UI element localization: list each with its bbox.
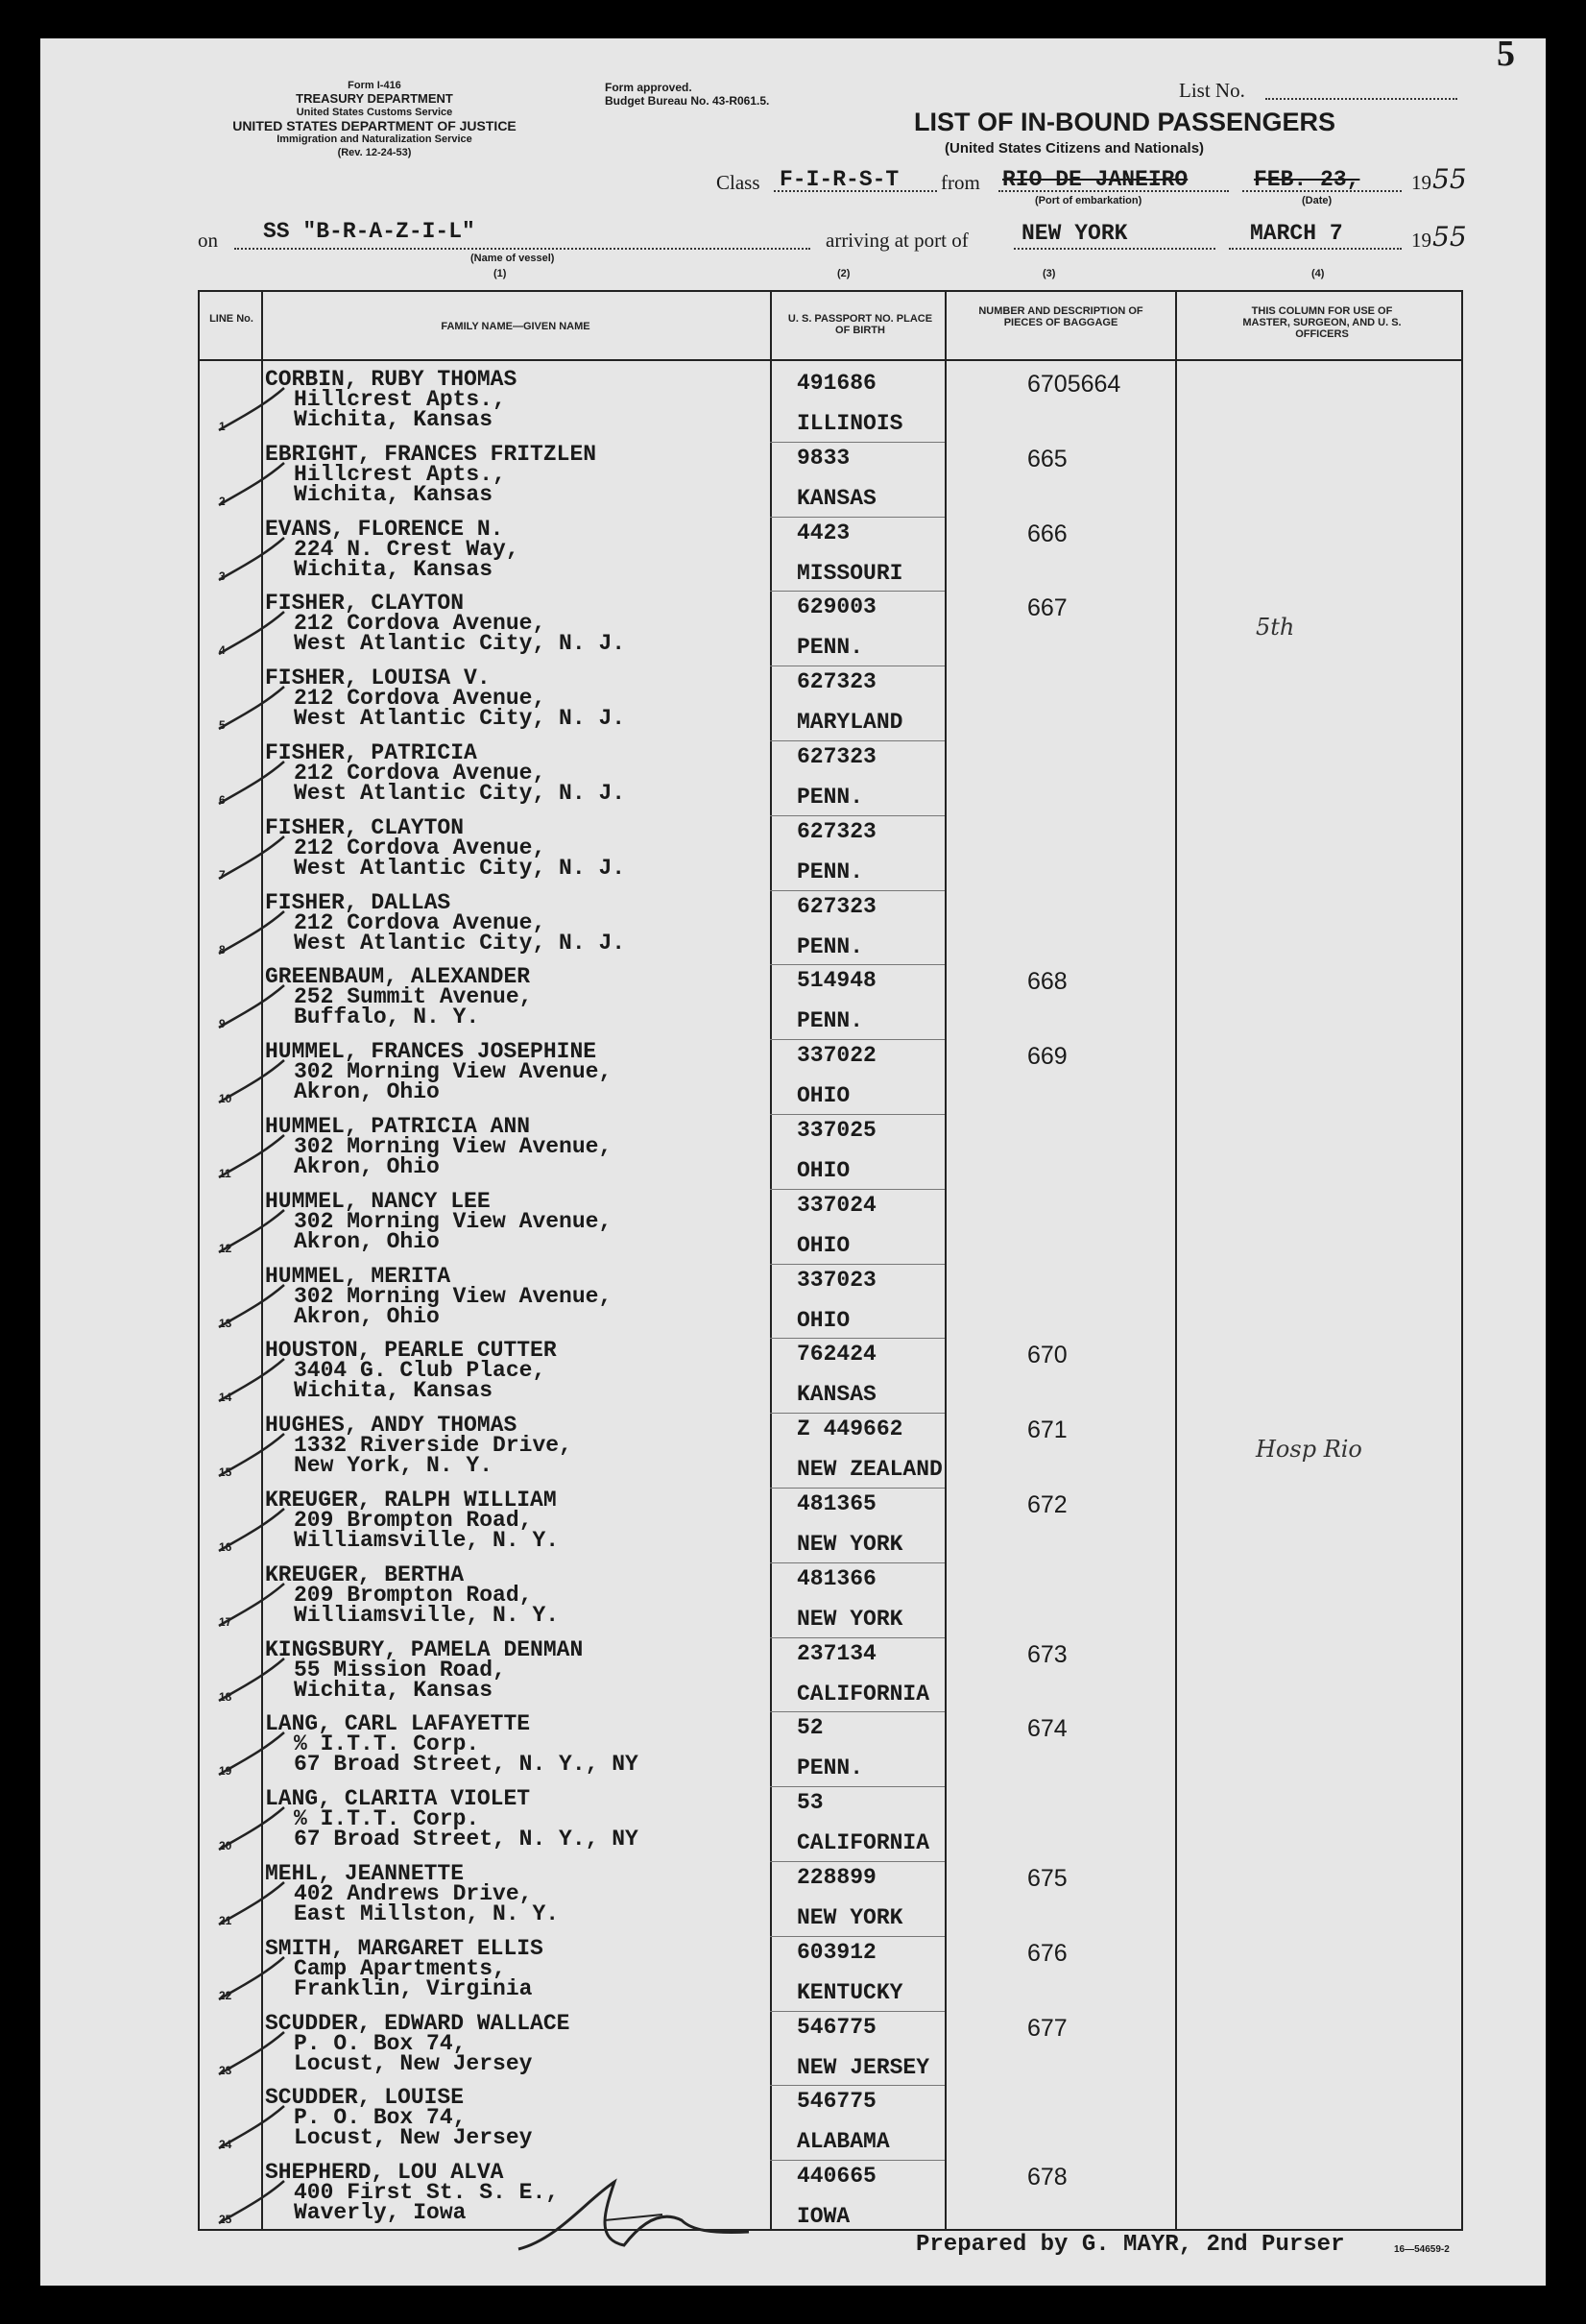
port-caption: (Port of embarkation): [1035, 195, 1142, 206]
address-line2: Williamsville, N. Y.: [294, 1602, 560, 1628]
address-line1: 212 Cordova Avenue,: [294, 835, 546, 860]
line-number: 23: [219, 2063, 232, 2077]
address-line1: 400 First St. S. E.,: [294, 2180, 560, 2206]
prepared-by: Prepared by G. MAYR, 2nd Purser: [916, 2232, 1345, 2258]
table-row: [200, 1936, 1461, 2010]
passport-number: 481366: [797, 1565, 877, 1591]
passport-number: Z 449662: [797, 1416, 903, 1442]
address-line2: 67 Broad Street, N. Y., NY: [294, 1752, 638, 1778]
class-line: [774, 190, 937, 192]
check-mark-icon: [209, 829, 296, 886]
check-mark-icon: [209, 978, 296, 1035]
form-code: 16—54659-2: [1394, 2244, 1450, 2255]
line-number: 15: [219, 1465, 232, 1480]
address-line2: West Atlantic City, N. J.: [294, 855, 626, 881]
officer-note: 5th: [1256, 614, 1295, 642]
place-of-birth: MISSOURI: [797, 560, 903, 586]
place-of-birth: PENN.: [797, 1755, 864, 1781]
passenger-name: HUMMEL, NANCY LEE: [265, 1188, 491, 1214]
baggage-number: 670: [1027, 1342, 1068, 1369]
document-subtitle: (United States Citizens and Nationals): [945, 140, 1205, 157]
table-row: [200, 1488, 1461, 1561]
row-divider: [770, 815, 945, 816]
check-mark-icon: [209, 679, 296, 737]
table-row: [200, 1637, 1461, 1711]
place-of-birth: ALABAMA: [797, 2129, 890, 2155]
address-line2: Akron, Ohio: [294, 1303, 440, 1329]
line-number: 18: [219, 1689, 232, 1704]
line-number: 24: [219, 2138, 232, 2152]
table-row: [200, 1114, 1461, 1188]
table-row: [200, 1786, 1461, 1860]
row-divider: [770, 1786, 945, 1787]
row-divider: [770, 740, 945, 741]
check-mark-icon: [209, 1800, 296, 1857]
address-line1: 302 Morning View Avenue,: [294, 1283, 613, 1309]
table-row: [200, 2085, 1461, 2159]
baggage-number: 6705664: [1027, 371, 1121, 398]
address-line1: P. O. Box 74,: [294, 2105, 467, 2131]
on-label: on: [198, 229, 218, 252]
passenger-name: GREENBAUM, ALEXANDER: [265, 964, 531, 990]
passenger-name: HUMMEL, PATRICIA ANN: [265, 1114, 531, 1139]
check-mark-icon: [209, 530, 296, 588]
place-of-birth: KANSAS: [797, 1382, 877, 1408]
header-line-no: LINE No.: [209, 313, 253, 325]
vessel-line: [234, 248, 810, 250]
officer-note: Hosp Rio: [1256, 1436, 1362, 1464]
address-line1: 209 Brompton Road,: [294, 1508, 533, 1533]
address-line2: West Atlantic City, N. J.: [294, 930, 626, 956]
table-row: [200, 1338, 1461, 1412]
line-number: 16: [219, 1540, 232, 1554]
line-number: 11: [219, 1167, 231, 1180]
year-suffix: 55: [1432, 163, 1467, 195]
table-row: [200, 1861, 1461, 1935]
baggage-number: 667: [1027, 594, 1068, 622]
passport-number: 629003: [797, 594, 877, 620]
baggage-number: 672: [1027, 1491, 1068, 1518]
passport-number: 440665: [797, 2164, 877, 2190]
row-divider: [770, 517, 945, 518]
passenger-name: LANG, CARL LAFAYETTE: [265, 1711, 531, 1737]
address-line1: 402 Andrews Drive,: [294, 1881, 533, 1906]
passport-number: 627323: [797, 744, 877, 769]
place-of-birth: PENN.: [797, 1008, 864, 1034]
address-line1: 3404 G. Club Place,: [294, 1358, 546, 1384]
passenger-name: MEHL, JEANNETTE: [265, 1861, 465, 1886]
check-mark-icon: [209, 904, 296, 961]
row-divider: [770, 2160, 945, 2161]
address-line2: Wichita, Kansas: [294, 481, 493, 507]
row-divider: [770, 2085, 945, 2086]
page-number: 5: [1497, 34, 1515, 74]
approval-note: [605, 81, 769, 108]
row-divider: [770, 1711, 945, 1712]
address-line1: 212 Cordova Avenue,: [294, 686, 546, 712]
address-line2: Locust, New Jersey: [294, 2050, 533, 2076]
check-mark-icon: [209, 455, 296, 513]
passenger-name: KREUGER, BERTHA: [265, 1561, 465, 1587]
address-line2: Waverly, Iowa: [294, 2200, 467, 2226]
address-line2: East Millston, N. Y.: [294, 1901, 560, 1926]
check-mark-icon: [209, 1949, 296, 2007]
passport-number: 9833: [797, 445, 851, 471]
place-of-birth: CALIFORNIA: [797, 1830, 930, 1856]
immigration-service: Immigration and Naturalization Service: [276, 133, 472, 145]
table-row: [200, 1189, 1461, 1263]
col3-caption: (3): [1043, 268, 1056, 279]
passenger-name: SCUDDER, LOUISE: [265, 2085, 465, 2111]
line-number: 22: [219, 1988, 232, 2002]
place-of-birth: OHIO: [797, 1083, 851, 1109]
passenger-name: KINGSBURY, PAMELA DENMAN: [265, 1636, 584, 1662]
place-of-birth: KENTUCKY: [797, 1979, 903, 2005]
table-row: [200, 2160, 1461, 2234]
line-number: 13: [219, 1316, 232, 1330]
passport-number: 237134: [797, 1640, 877, 1666]
row-divider: [770, 1488, 945, 1489]
signature-scribble: [499, 2163, 787, 2268]
table-row: [200, 1562, 1461, 1636]
passport-number: 762424: [797, 1342, 877, 1368]
passport-number: 514948: [797, 968, 877, 994]
address-line2: Akron, Ohio: [294, 1154, 440, 1179]
passport-number: 546775: [797, 2014, 877, 2040]
place-of-birth: MARYLAND: [797, 710, 903, 736]
place-of-birth: NEW YORK: [797, 1606, 903, 1632]
place-of-birth: IOWA: [797, 2204, 851, 2230]
line-number: 5: [219, 718, 226, 733]
passport-number: 337024: [797, 1192, 877, 1218]
table-row: [200, 1039, 1461, 1113]
passenger-name: CORBIN, RUBY THOMAS: [265, 367, 517, 392]
arrival-port: NEW YORK: [1021, 221, 1128, 246]
place-of-birth: OHIO: [797, 1158, 851, 1183]
row-divider: [770, 964, 945, 965]
address-line1: 302 Morning View Avenue,: [294, 1059, 613, 1085]
embarkation-date: FEB. 23,: [1254, 167, 1360, 192]
passenger-name: EVANS, FLORENCE N.: [265, 516, 504, 542]
address-line1: Hillcrest Apts.,: [294, 461, 506, 487]
passport-number: 491686: [797, 371, 877, 396]
passport-number: 337023: [797, 1267, 877, 1293]
line-number: 19: [219, 1764, 232, 1779]
passport-number: 337022: [797, 1043, 877, 1069]
line-number: 8: [219, 942, 226, 956]
passenger-name: HUMMEL, MERITA: [265, 1263, 451, 1289]
embarkation-port: RIO DE JANEIRO: [1002, 167, 1189, 192]
address-line2: Akron, Ohio: [294, 1228, 440, 1254]
col2-caption: (2): [837, 268, 851, 279]
baggage-number: 674: [1027, 1715, 1068, 1743]
passport-number: 546775: [797, 2089, 877, 2115]
address-line1: 212 Cordova Avenue,: [294, 611, 546, 637]
row-divider: [770, 1189, 945, 1190]
place-of-birth: ILLINOIS: [797, 411, 903, 436]
list-no-label: List No.: [1179, 79, 1245, 102]
form-revision: (Rev. 12-24-53): [337, 147, 412, 158]
check-mark-icon: [209, 754, 296, 811]
place-of-birth: NEW YORK: [797, 1532, 903, 1557]
line-number: 25: [219, 2213, 232, 2227]
passport-number: 627323: [797, 893, 877, 919]
address-line2: New York, N. Y.: [294, 1453, 493, 1479]
passenger-name: HOUSTON, PEARLE CUTTER: [265, 1338, 557, 1364]
line-number: 1: [219, 420, 226, 433]
row-divider: [770, 1637, 945, 1638]
table-row: [200, 666, 1461, 739]
place-of-birth: PENN.: [797, 933, 864, 959]
address-line1: 302 Morning View Avenue,: [294, 1134, 613, 1159]
passenger-name: SMITH, MARGARET ELLIS: [265, 1935, 543, 1961]
address-line1: 1332 Riverside Drive,: [294, 1433, 572, 1459]
check-mark-icon: [209, 1426, 296, 1484]
check-mark-icon: [209, 1351, 296, 1409]
table-row: [200, 890, 1461, 964]
row-divider: [770, 591, 945, 592]
row-divider: [770, 1936, 945, 1937]
line-number: 17: [219, 1614, 232, 1629]
passport-number: 481365: [797, 1491, 877, 1516]
check-mark-icon: [209, 2173, 296, 2231]
class-value: F-I-R-S-T: [780, 167, 900, 192]
date-caption: (Date): [1302, 195, 1333, 206]
table-row: [200, 442, 1461, 516]
line-number: 20: [219, 1839, 232, 1853]
passenger-name: KREUGER, RALPH WILLIAM: [265, 1488, 557, 1513]
passenger-table: [198, 290, 1463, 2231]
table-row: [200, 964, 1461, 1038]
passenger-name: SCUDDER, EDWARD WALLACE: [265, 2010, 570, 2036]
baggage-number: 666: [1027, 520, 1068, 547]
arrival-date-line: [1229, 248, 1402, 250]
baggage-number: 668: [1027, 968, 1068, 996]
approval-line2: Budget Bureau No. 43-R061.5.: [605, 94, 770, 108]
check-mark-icon: [209, 1576, 296, 1634]
address-line2: Buffalo, N. Y.: [294, 1005, 480, 1030]
baggage-number: 673: [1027, 1640, 1068, 1668]
baggage-number: 675: [1027, 1865, 1068, 1892]
address-line1: Hillcrest Apts.,: [294, 387, 506, 412]
form-number: Form I-416: [348, 80, 401, 91]
row-divider: [770, 1338, 945, 1339]
arrival-year-prefix: 19: [1411, 229, 1431, 252]
class-label: Class: [716, 171, 760, 194]
line-number: 21: [219, 1914, 232, 1927]
table-row: [200, 367, 1461, 441]
row-divider: [770, 1114, 945, 1115]
header-baggage: NUMBER AND DESCRIPTION OF PIECES OF BAGGAGE: [978, 305, 1143, 328]
address-line2: West Atlantic City, N. J.: [294, 631, 626, 657]
passenger-name: FISHER, CLAYTON: [265, 591, 465, 617]
line-number: 2: [219, 494, 226, 508]
header-name: FAMILY NAME—GIVEN NAME: [441, 321, 590, 332]
address-line2: 67 Broad Street, N. Y., NY: [294, 1827, 638, 1852]
date-line: [1242, 190, 1402, 192]
address-line2: Wichita, Kansas: [294, 1378, 493, 1404]
col4-caption: (4): [1311, 268, 1325, 279]
from-line: [998, 190, 1229, 192]
address-line1: 224 N. Crest Way,: [294, 536, 519, 562]
check-mark-icon: [209, 1202, 296, 1260]
row-divider: [770, 1562, 945, 1563]
line-number: 6: [219, 793, 226, 807]
table-row: [200, 591, 1461, 665]
address-line1: 212 Cordova Avenue,: [294, 909, 546, 935]
address-line2: West Atlantic City, N. J.: [294, 781, 626, 806]
line-number: 10: [219, 1092, 232, 1106]
check-mark-icon: [209, 2098, 296, 2156]
address-line2: Locust, New Jersey: [294, 2125, 533, 2151]
line-number: 9: [219, 1017, 226, 1031]
address-line2: Akron, Ohio: [294, 1079, 440, 1105]
row-divider: [770, 1039, 945, 1040]
table-row: [200, 517, 1461, 591]
place-of-birth: PENN.: [797, 785, 864, 810]
passenger-name: FISHER, PATRICIA: [265, 740, 477, 765]
list-no-line: [1265, 98, 1457, 100]
table-row: [200, 2011, 1461, 2085]
row-divider: [770, 1264, 945, 1265]
table-row: [200, 1711, 1461, 1785]
baggage-number: 678: [1027, 2164, 1068, 2191]
address-line2: Wichita, Kansas: [294, 556, 493, 582]
passport-number: 4423: [797, 520, 851, 545]
document-title: LIST OF IN-BOUND PASSENGERS: [914, 108, 1336, 136]
passenger-name: SHEPHERD, LOU ALVA: [265, 2160, 504, 2186]
table-row: [200, 815, 1461, 889]
check-mark-icon: [209, 1127, 296, 1185]
passport-number: 52: [797, 1715, 824, 1741]
row-divider: [770, 1861, 945, 1862]
check-mark-icon: [209, 1651, 296, 1708]
passenger-name: HUGHES, ANDY THOMAS: [265, 1413, 517, 1439]
address-line1: 302 Morning View Avenue,: [294, 1208, 613, 1234]
passport-number: 603912: [797, 1939, 877, 1965]
place-of-birth: PENN.: [797, 635, 864, 661]
address-line1: % I.T.T. Corp.: [294, 1731, 480, 1757]
row-divider: [770, 890, 945, 891]
baggage-number: 665: [1027, 445, 1068, 472]
passport-number: 228899: [797, 1865, 877, 1890]
table-row: [200, 1264, 1461, 1338]
place-of-birth: OHIO: [797, 1307, 851, 1333]
passport-number: 53: [797, 1790, 824, 1816]
address-line2: Franklin, Virginia: [294, 1975, 533, 2001]
check-mark-icon: [209, 1501, 296, 1559]
check-mark-icon: [209, 1725, 296, 1782]
header-officers: THIS COLUMN FOR USE OF MASTER, SURGEON, AND U. S. OFFICERS: [1242, 305, 1402, 340]
place-of-birth: CALIFORNIA: [797, 1681, 930, 1707]
arrival-year-suffix: 55: [1432, 221, 1467, 253]
baggage-number: 671: [1027, 1416, 1068, 1444]
passenger-name: FISHER, LOUISA V.: [265, 666, 491, 691]
address-line1: Camp Apartments,: [294, 1955, 506, 1981]
row-divider: [770, 442, 945, 443]
baggage-number: 669: [1027, 1043, 1068, 1071]
address-line1: 212 Cordova Avenue,: [294, 761, 546, 786]
col1-caption: (1): [493, 268, 507, 279]
place-of-birth: NEW JERSEY: [797, 2054, 930, 2080]
check-mark-icon: [209, 1277, 296, 1335]
arriving-label: arriving at port of: [826, 229, 969, 252]
passenger-name: EBRIGHT, FRANCES FRITZLEN: [265, 441, 597, 467]
treasury-dept: TREASURY DEPARTMENT: [296, 91, 453, 106]
arrival-port-line: [1014, 248, 1215, 250]
from-label: from: [941, 171, 980, 194]
address-line1: % I.T.T. Corp.: [294, 1806, 480, 1832]
passport-number: 627323: [797, 669, 877, 695]
justice-dept: UNITED STATES DEPARTMENT OF JUSTICE: [232, 118, 517, 133]
vessel-name: SS "B-R-A-Z-I-L": [263, 219, 475, 244]
line-number: 4: [219, 643, 226, 658]
address-line2: Williamsville, N. Y.: [294, 1528, 560, 1553]
line-number: 7: [219, 867, 226, 882]
baggage-number: 676: [1027, 1939, 1068, 1967]
address-line1: P. O. Box 74,: [294, 2030, 467, 2056]
address-line1: 252 Summit Avenue,: [294, 984, 533, 1010]
passenger-name: FISHER, CLAYTON: [265, 814, 465, 840]
line-number: 14: [219, 1391, 232, 1405]
address-line1: 209 Brompton Road,: [294, 1582, 533, 1608]
year-prefix: 19: [1411, 171, 1431, 194]
check-mark-icon: [209, 380, 296, 438]
address-line2: Wichita, Kansas: [294, 1677, 493, 1703]
address-line2: Wichita, Kansas: [294, 407, 493, 432]
place-of-birth: OHIO: [797, 1232, 851, 1258]
customs-service: United States Customs Service: [296, 107, 453, 118]
table-row: [200, 1413, 1461, 1487]
address-line1: 55 Mission Road,: [294, 1657, 506, 1682]
form-header-left: [182, 79, 566, 159]
place-of-birth: PENN.: [797, 859, 864, 884]
passport-number: 627323: [797, 818, 877, 844]
vessel-caption: (Name of vessel): [470, 253, 555, 264]
header-divider: [200, 359, 1461, 361]
check-mark-icon: [209, 604, 296, 662]
line-number: 12: [219, 1241, 232, 1255]
passenger-name: FISHER, DALLAS: [265, 889, 451, 915]
baggage-number: 677: [1027, 2014, 1068, 2042]
passenger-name: LANG, CLARITA VIOLET: [265, 1786, 531, 1812]
check-mark-icon: [209, 1053, 296, 1110]
row-divider: [770, 1413, 945, 1414]
passport-number: 337025: [797, 1118, 877, 1143]
place-of-birth: NEW YORK: [797, 1905, 903, 1930]
header-passport: U. S. PASSPORT NO. PLACE OF BIRTH: [787, 313, 933, 336]
row-divider: [770, 2011, 945, 2012]
place-of-birth: NEW ZEALAND: [797, 1457, 943, 1483]
approval-line1: Form approved.: [605, 81, 692, 94]
address-line2: West Atlantic City, N. J.: [294, 706, 626, 732]
check-mark-icon: [209, 1875, 296, 1932]
check-mark-icon: [209, 2024, 296, 2082]
arrival-date: MARCH 7: [1250, 221, 1343, 246]
table-row: [200, 740, 1461, 814]
line-number: 3: [219, 569, 226, 583]
place-of-birth: KANSAS: [797, 485, 877, 511]
passenger-name: HUMMEL, FRANCES JOSEPHINE: [265, 1039, 597, 1065]
